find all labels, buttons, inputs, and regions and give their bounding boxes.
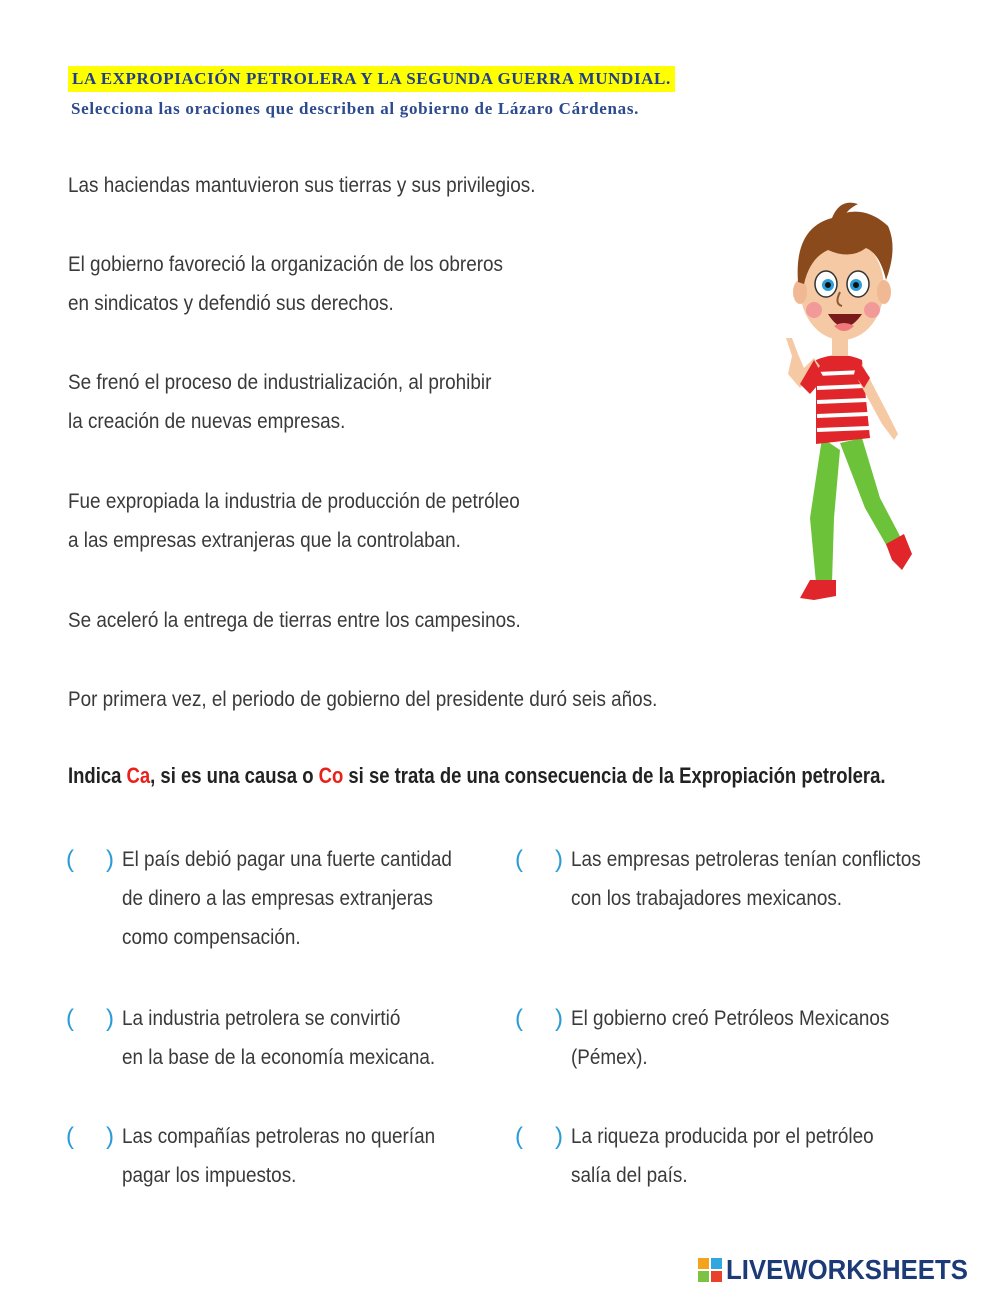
answer-paren-open[interactable]: ( [66, 1123, 74, 1150]
cause-consequence-instruction [68, 763, 886, 789]
answer-paren-close: ) [555, 1123, 563, 1150]
statement-option[interactable] [68, 680, 657, 719]
item-text [571, 999, 889, 1077]
statement-line: El gobierno favoreció la organización de los obreros [68, 253, 503, 276]
cause-consequence-item[interactable] [515, 1117, 945, 1247]
liveworksheets-logo [698, 1253, 989, 1287]
answer-paren-close: ) [555, 846, 563, 873]
answer-paren-open[interactable]: ( [515, 1123, 523, 1150]
answer-paren-open[interactable]: ( [515, 1005, 523, 1032]
answer-paren-open[interactable]: ( [66, 846, 74, 873]
item-line: (Pémex). [571, 1046, 648, 1069]
statement-option[interactable] [68, 166, 535, 205]
statement-line: Por primera vez, el periodo de gobierno del presidente duró seis años. [68, 688, 658, 711]
answer-paren-open[interactable]: ( [66, 1005, 74, 1032]
statement-option[interactable] [68, 601, 521, 640]
item-line: en la base de la economía mexicana. [122, 1046, 436, 1069]
cause-consequence-item[interactable] [66, 999, 496, 1129]
answer-paren-close: ) [106, 1123, 114, 1150]
item-line: de dinero a las empresas extranjeras [122, 887, 433, 910]
item-text [571, 840, 921, 918]
statement-option[interactable] [68, 245, 503, 323]
answer-paren-open[interactable]: ( [515, 846, 523, 873]
item-line: salía del país. [571, 1164, 688, 1187]
answer-paren-close: ) [106, 1005, 114, 1032]
cartoon-boy-illustration [770, 188, 920, 608]
item-text [122, 840, 452, 957]
item-line: El país debió pagar una fuerte cantidad [122, 848, 452, 871]
worksheet-subtitle: Selecciona las oraciones que describen al gobierno de Lázaro Cárdenas. [71, 99, 640, 118]
item-line: La industria petrolera se convirtió [122, 1007, 401, 1030]
answer-paren-close: ) [106, 846, 114, 873]
statement-line: la creación de nuevas empresas. [68, 410, 346, 433]
answer-paren-close: ) [555, 1005, 563, 1032]
consequence-code: Co [318, 763, 344, 788]
instruction-text: , si es una causa o [150, 763, 319, 788]
instruction-text: si se trata de una consecuencia de la Expropiación petrolera. [343, 763, 886, 788]
item-line: con los trabajadores mexicanos. [571, 887, 843, 910]
cause-consequence-item[interactable] [66, 840, 496, 970]
instruction-text: Indica [68, 763, 127, 788]
item-line: pagar los impuestos. [122, 1164, 297, 1187]
cause-consequence-item[interactable] [515, 840, 945, 970]
statement-option[interactable] [68, 482, 520, 560]
cause-code: Ca [126, 763, 151, 788]
item-text [122, 999, 435, 1077]
statement-line: a las empresas extranjeras que la controlaban. [68, 529, 461, 552]
cause-consequence-item[interactable] [515, 999, 945, 1129]
item-line: La riqueza producida por el petróleo [571, 1125, 874, 1148]
item-line: Las compañías petroleras no querían [122, 1125, 436, 1148]
statement-line: Se aceleró la entrega de tierras entre los campesinos. [68, 609, 521, 632]
liveworksheets-logo-text: LIVEWORKSHEETS [726, 1254, 968, 1285]
item-line: como compensación. [122, 926, 301, 949]
cause-consequence-item[interactable] [66, 1117, 496, 1247]
item-line: El gobierno creó Petróleos Mexicanos [571, 1007, 890, 1030]
statement-line: Se frenó el proceso de industrialización, al prohibir [68, 371, 492, 394]
statement-line: Las haciendas mantuvieron sus tierras y sus privilegios. [68, 174, 536, 197]
statement-option[interactable] [68, 363, 491, 441]
statement-line: Fue expropiada la industria de producción de petróleo [68, 490, 520, 513]
item-text [571, 1117, 874, 1195]
item-line: Las empresas petroleras tenían conflictos [571, 848, 921, 871]
worksheet-title: LA EXPROPIACIÓN PETROLERA Y LA SEGUNDA GUERRA MUNDIAL. [68, 66, 675, 92]
liveworksheets-logo-icon [698, 1258, 722, 1282]
statement-line: en sindicatos y defendió sus derechos. [68, 292, 394, 315]
item-text [122, 1117, 435, 1195]
